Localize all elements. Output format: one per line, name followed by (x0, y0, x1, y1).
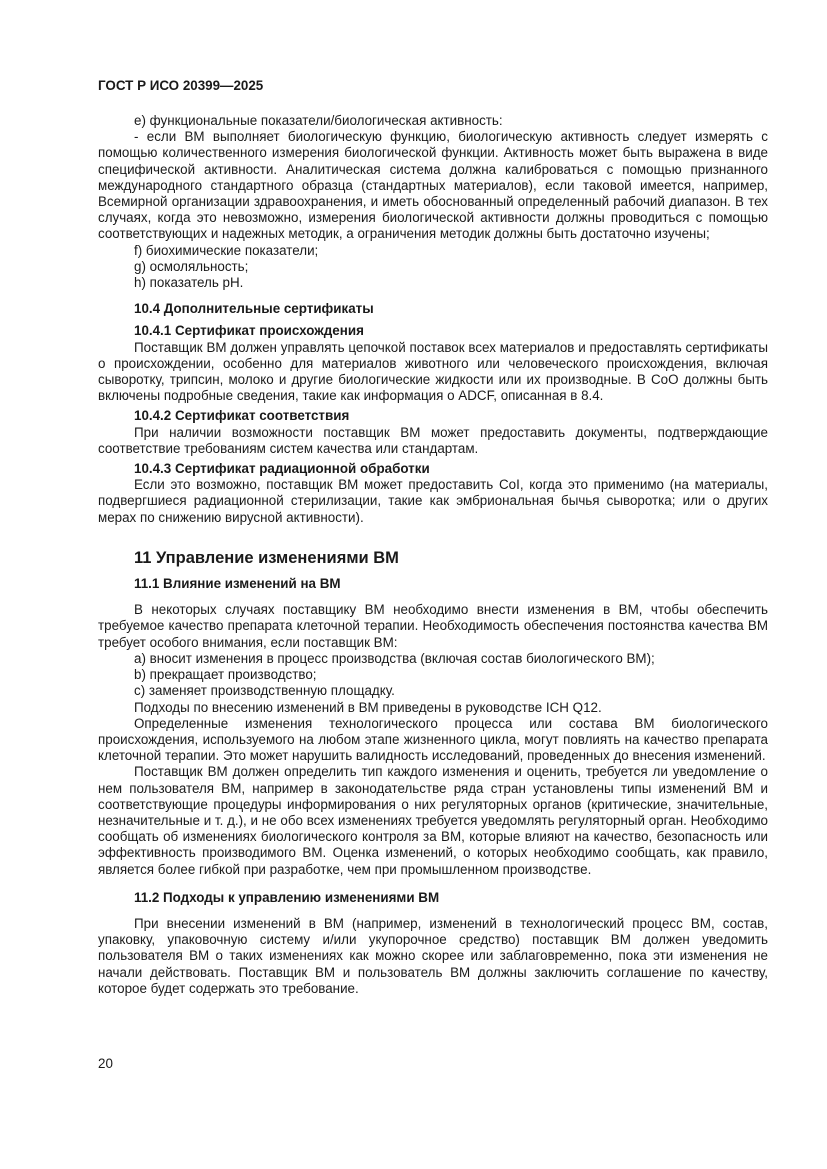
section-heading-11: 11 Управление изменениями ВМ (134, 548, 399, 567)
subsection-heading-10-4-3: 10.4.3 Сертификат радиационной обработки (134, 461, 430, 477)
paragraph-10-4-1: Поставщик ВМ должен управлять цепочкой поставок всех материалов и предоставлять сертификаты о происхождении, особенно для материалов животного или человеческого происхождения, включая сыворотку, трипсин, молоко и другие биологические жидкости или их производные. В CoO должны быть включены подробные сведения, такие как информация о ADCF, описанная в 8.4. (98, 339, 768, 404)
list-item-g: g) осмоляльность; (134, 258, 249, 274)
section-heading-11-1: 11.1 Влияние изменений на ВМ (134, 576, 341, 592)
subsection-heading-10-4-1: 10.4.1 Сертификат происхождения (134, 323, 364, 339)
list-item-b: b) прекращает производство; (134, 667, 317, 683)
paragraph-11-1-intro: В некоторых случаях поставщику ВМ необходимо внести изменения в ВМ, чтобы обеспечить требуемое качество препарата клеточной терапии. Необходимость обеспечения постоянства качества ВМ требует особого внимания, если поставщик ВМ: (98, 602, 768, 650)
list-item-c: c) заменяет производственную площадку. (134, 683, 395, 699)
list-item-a: a) вносит изменения в процесс производства (включая состав биологического ВМ); (134, 650, 655, 666)
paragraph-biological-activity: - если ВМ выполняет биологическую функцию, биологическую активность следует измерять с помощью количественного измерения биологической функции. Активность может быть выражена в виде специфической активности. Аналитическая система должна калиброваться с помощью признанного международного стандартного образца (стандартных материалов), если таковой имеется, например, Всемирной организации здравоохранения, и иметь обоснованный определенный рабочий диапазон. В тех случаях, когда это невозможно, измерения биологической активности должны проводиться с помощью соответствующих и надежных методик, а ограничения методик должны быть достаточно изучены; (98, 129, 768, 242)
paragraph-11-2: При внесении изменений в ВМ (например, изменений в технологический процесс ВМ, состав, упаковку, упаковочную систему и/или укупорочное средство) поставщик ВМ должен уведомить пользователя ВМ о таких изменениях как можно скорее или заблаговременно, пока эти изменения не начали действовать. Поставщик ВМ и пользователь ВМ должны заключить соглашение по качеству, которое будет содержать это требование. (98, 915, 768, 996)
list-item-f: f) биохимические показатели; (134, 242, 319, 258)
paragraph-change-notification: Поставщик ВМ должен определить тип каждого изменения и оценить, требуется ли уведомление о нем пользователя ВМ, например в законодательстве ряда стран установлены типы изменений ВМ и соответствующие процедуры информирования о них регуляторных органов (критические, значительные, незначительные и т. д.), и не обо всех изменениях требуется уведомлять регуляторный орган. Необходимо сообщать об изменениях биологического контроля за ВМ, которые влияют на качество, безопасность или эффективность производимого ВМ. Оценка изменений, о которых необходимо сообщать, как правило, является более гибкой при разработке, чем при промышленном производстве. (98, 764, 768, 877)
list-item-h: h) показатель pH. (134, 275, 244, 291)
section-heading-11-2: 11.2 Подходы к управлению изменениями ВМ (134, 889, 440, 905)
paragraph-10-4-3: Если это возможно, поставщик ВМ может предоставить CoI, когда это применимо (на материалы, подвергшиеся радиационной стерилизации, такие как эмбриональная бычья сыворотка; или о других мерах по снижению вирусной активности). (98, 477, 768, 525)
page-number: 20 (98, 1056, 113, 1071)
section-heading-10-4: 10.4 Дополнительные сертификаты (134, 301, 374, 317)
subsection-heading-10-4-2: 10.4.2 Сертификат соответствия (134, 408, 350, 424)
page-body (98, 113, 768, 997)
list-item-e: e) функциональные показатели/биологическая активность: (134, 113, 503, 128)
paragraph-process-changes: Определенные изменения технологического процесса или состава ВМ биологического происхождения, используемого на любом этапе жизненного цикла, могут повлиять на качество препарата клеточной терапии. Это может нарушить валидность исследований, проведенных до внесения изменений. (98, 715, 768, 764)
document-code-header: ГОСТ Р ИСО 20399—2025 (98, 78, 264, 93)
paragraph-10-4-2: При наличии возможности поставщик ВМ может предоставить документы, подтверждающие соответствие требованиям систем качества или стандартам. (98, 424, 768, 456)
paragraph-ich-q12: Подходы по внесению изменений в ВМ приведены в руководстве ICH Q12. (134, 699, 602, 715)
